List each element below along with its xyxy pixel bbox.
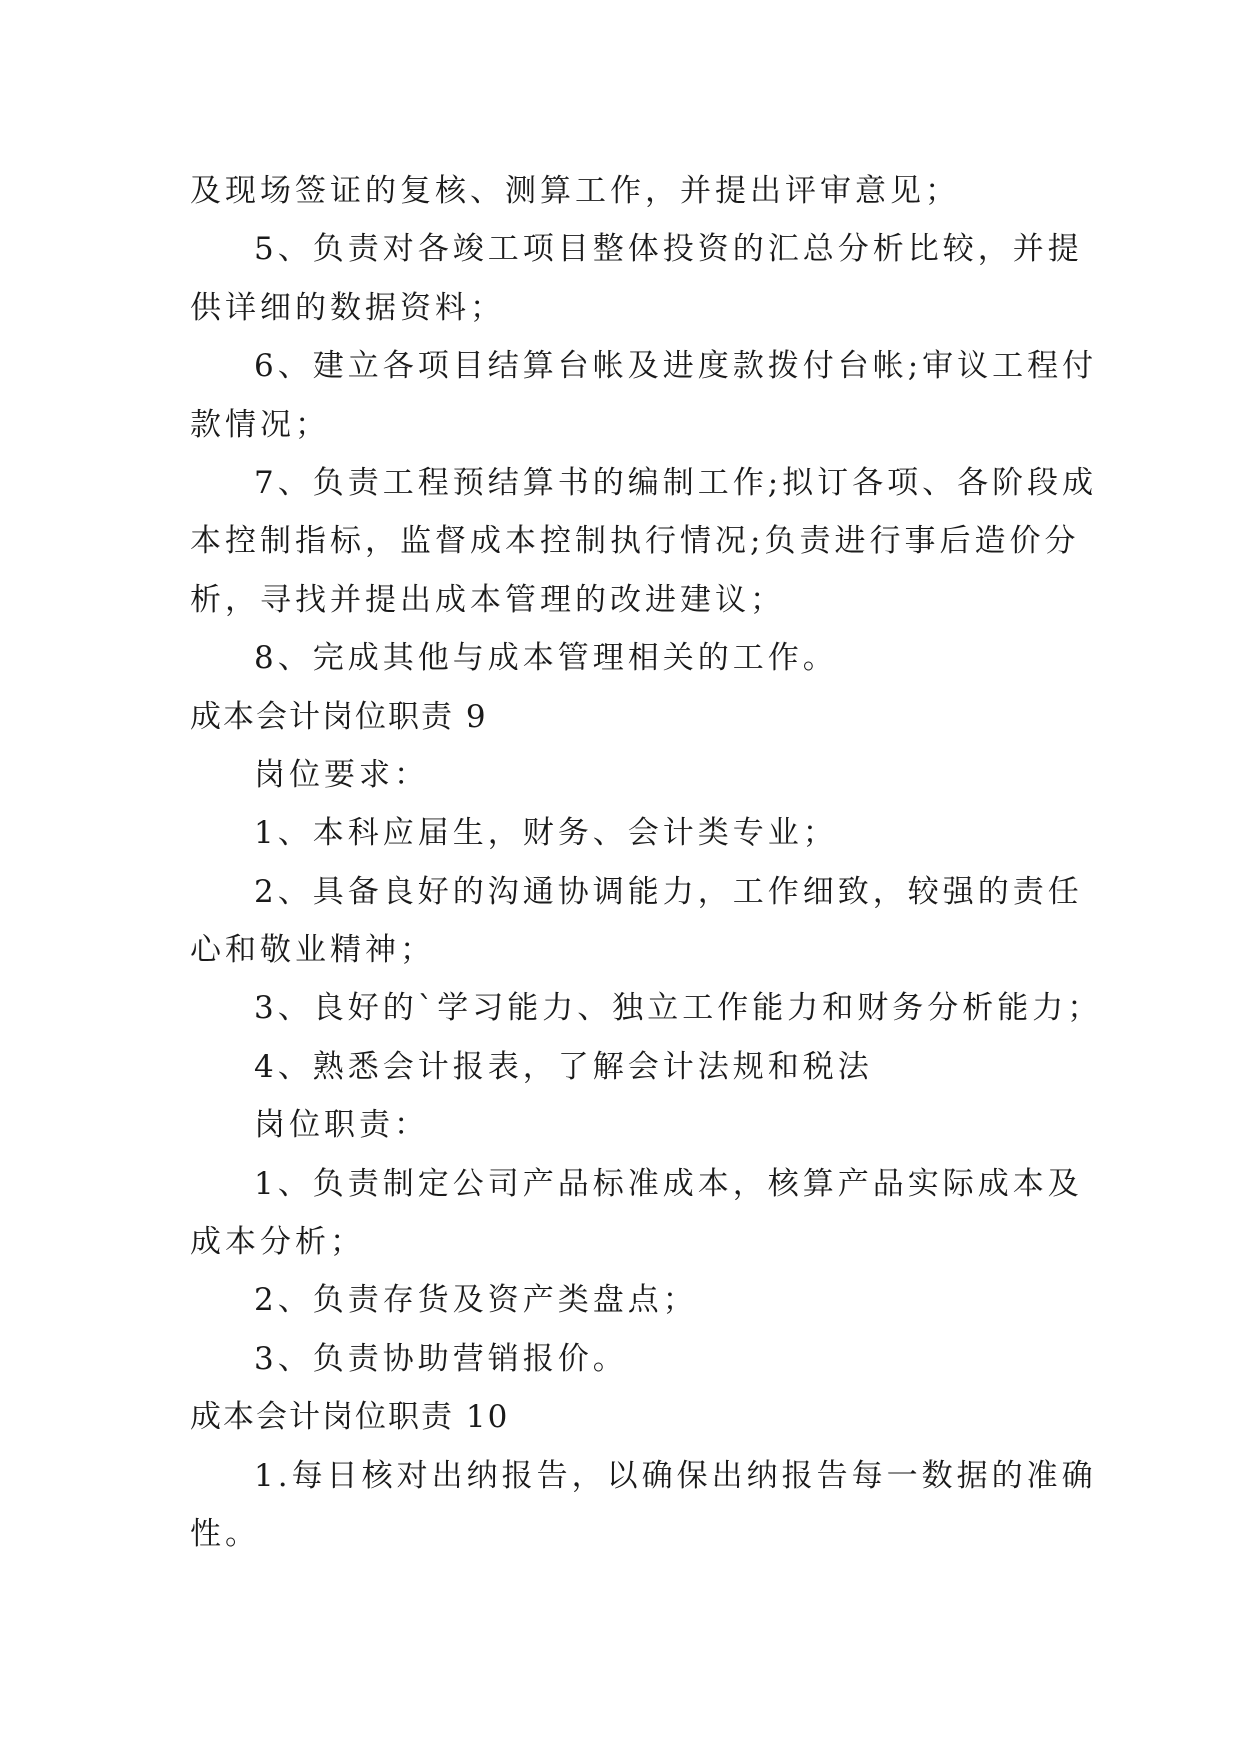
text-line: 1.每日核对出纳报告，以确保出纳报告每一数据的准确 [254, 1457, 1097, 1494]
text-line: 4、熟悉会计报表，了解会计法规和税法 [254, 1048, 873, 1085]
text-line: 及现场签证的复核、测算工作，并提出评审意见； [190, 173, 960, 209]
text-line: 7、负责工程预结算书的编制工作;拟订各项、各阶段成 [254, 464, 1098, 501]
text-line: 供详细的数据资料； [190, 289, 505, 326]
text-line: 1、负责制定公司产品标准成本，核算产品实际成本及 [254, 1165, 1083, 1202]
text-line: 岗位要求： [254, 756, 429, 793]
text-line: 性。 [190, 1515, 260, 1552]
text-line: 2、负责存货及资产类盘点； [254, 1282, 698, 1319]
text-line: 本控制指标，监督成本控制执行情况;负责进行事后造价分 [190, 523, 1080, 560]
text-line: 岗位职责： [254, 1107, 429, 1144]
text-line: 3、负责协助营销报价。 [254, 1340, 628, 1377]
text-line: 5、负责对各竣工项目整体投资的汇总分析比较，并提 [254, 231, 1083, 268]
section-heading: 成本会计岗位职责 10 [190, 1399, 510, 1436]
section-heading: 成本会计岗位职责 9 [190, 698, 488, 735]
text-line: 析，寻找并提出成本管理的改进建议； [190, 581, 785, 618]
text-line: 2、具备良好的沟通协调能力，工作细致，较强的责任 [254, 873, 1083, 910]
text-line: 心和敬业精神； [190, 932, 435, 969]
text-line: 8、完成其他与成本管理相关的工作。 [254, 640, 838, 677]
document-body [190, 162, 1103, 1563]
text-line: 6、建立各项目结算台帐及进度款拨付台帐;审议工程付 [254, 348, 1098, 385]
text-line: 成本分析； [190, 1224, 365, 1261]
text-line: 款情况； [190, 406, 330, 443]
text-line: 1、本科应届生，财务、会计类专业； [254, 815, 838, 852]
text-line: 3、良好的`学习能力、独立工作能力和财务分析能力； [254, 990, 1103, 1027]
